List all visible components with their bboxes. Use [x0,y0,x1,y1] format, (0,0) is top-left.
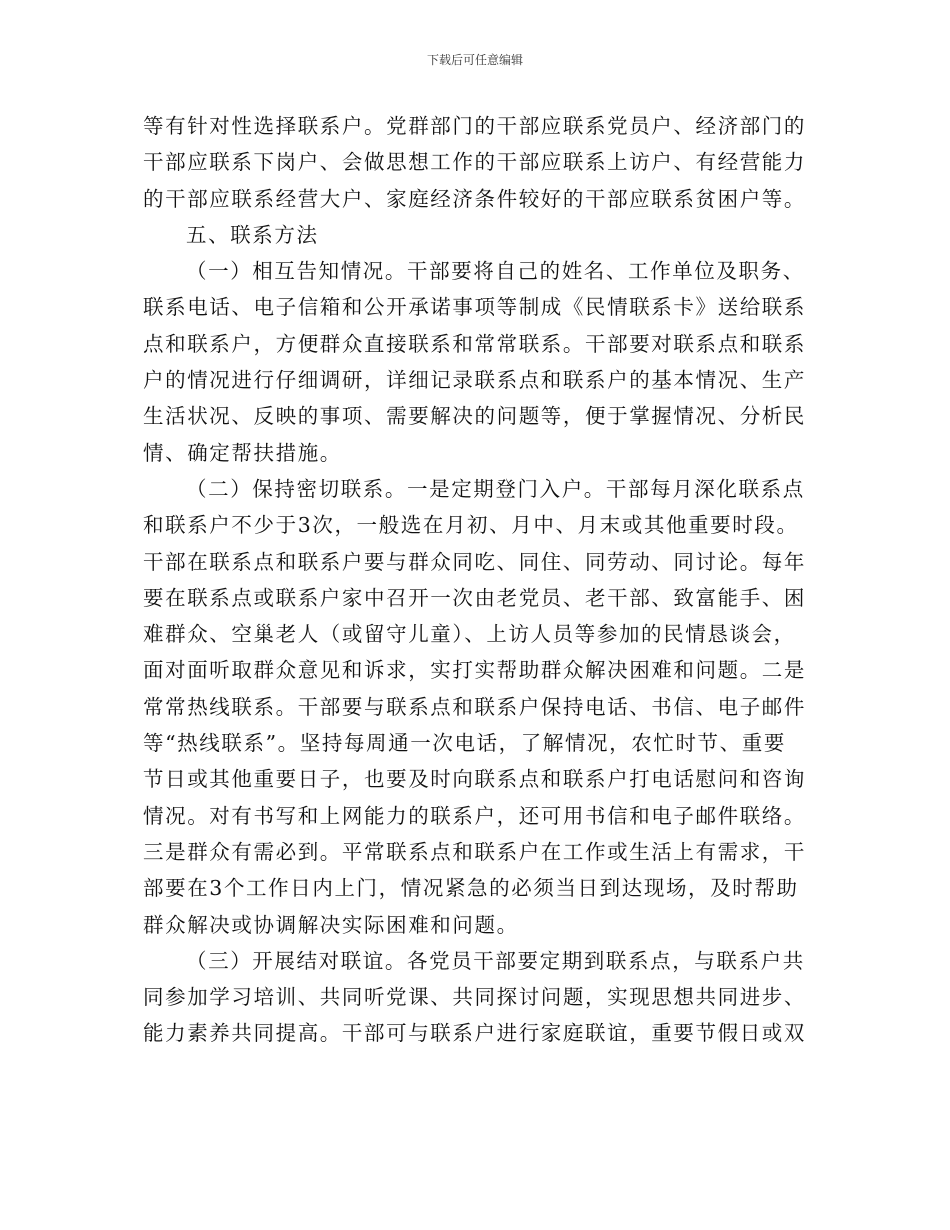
text-line: 难群众、空巢老人（或留守儿童）、上访人员等参加的民情恳谈会， [143,622,796,647]
text-line: 常常热线联系。干部要与联系点和联系户保持电话、书信、电子邮件 [143,694,806,719]
text-line: 和联系户不少于3次，一般选在月初、月中、月末或其他重要时段。 [143,513,799,538]
text-line: 五、联系方法 [186,222,319,247]
text-line: 点和联系户，方便群众直接联系和常常联系。干部要对联系点和联系 [143,331,806,356]
text-line: 情、确定帮扶措施。 [143,440,342,465]
text-line: 干部在联系点和联系户要与群众同吃、同住、同劳动、同讨论。每年 [143,549,806,574]
text-line: 部要在3个工作日内上门，情况紧急的必须当日到达现场，及时帮助 [143,876,799,901]
text-line: 三是群众有需必到。平常联系点和联系户在工作或生活上有需求，干 [143,839,806,864]
text-line: 等有针对性选择联系户。党群部门的干部应联系党员户、经济部门的 [143,114,806,138]
text-line: （三）开展结对联谊。各党员干部要定期到联系点，与联系户共 [186,948,805,973]
text-line: （一）相互告知情况。干部要将自己的姓名、工作单位及职务、 [186,259,805,284]
text-line: 要在联系点或联系户家中召开一次由老党员、老干部、致富能手、困 [143,585,806,610]
text-line: 等“热线联系”。坚持每周通一次电话，了解情况，农忙时节、重要 [143,731,786,756]
page-header: 下载后可任意编辑 [426,53,523,67]
text-line: 面对面听取群众意见和诉求，实打实帮助群众解决困难和问题。二是 [143,658,806,683]
text-line: 能力素养共同提高。干部可与联系户进行家庭联谊，重要节假日或双 [143,1021,806,1046]
text-line: 节日或其他重要日子，也要及时向联系点和联系户打电话慰问和咨询 [143,767,806,792]
text-line: 联系电话、电子信箱和公开承诺事项等制成《民情联系卡》送给联系 [143,295,806,320]
document-body [143,108,806,1052]
text-line: 群众解决或协调解决实际困难和问题。 [143,912,519,937]
text-line: 同参加学习培训、共同听党课、共同探讨问题，实现思想共同进步、 [143,985,806,1010]
text-line: （二）保持密切联系。一是定期登门入户。干部每月深化联系点 [186,476,805,501]
text-line: 生活状况、反映的事项、需要解决的问题等，便于掌握情况、分析民 [143,404,806,429]
text-line: 情况。对有书写和上网能力的联系户，还可用书信和电子邮件联络。 [143,803,806,828]
text-line: 干部应联系下岗户、会做思想工作的干部应联系上访户、有经营能力 [143,150,806,175]
text-line: 户的情况进行仔细调研，详细记录联系点和联系户的基本情况、生产 [143,368,806,393]
text-line: 的干部应联系经营大户、家庭经济条件较好的干部应联系贫困户等。 [143,186,806,211]
